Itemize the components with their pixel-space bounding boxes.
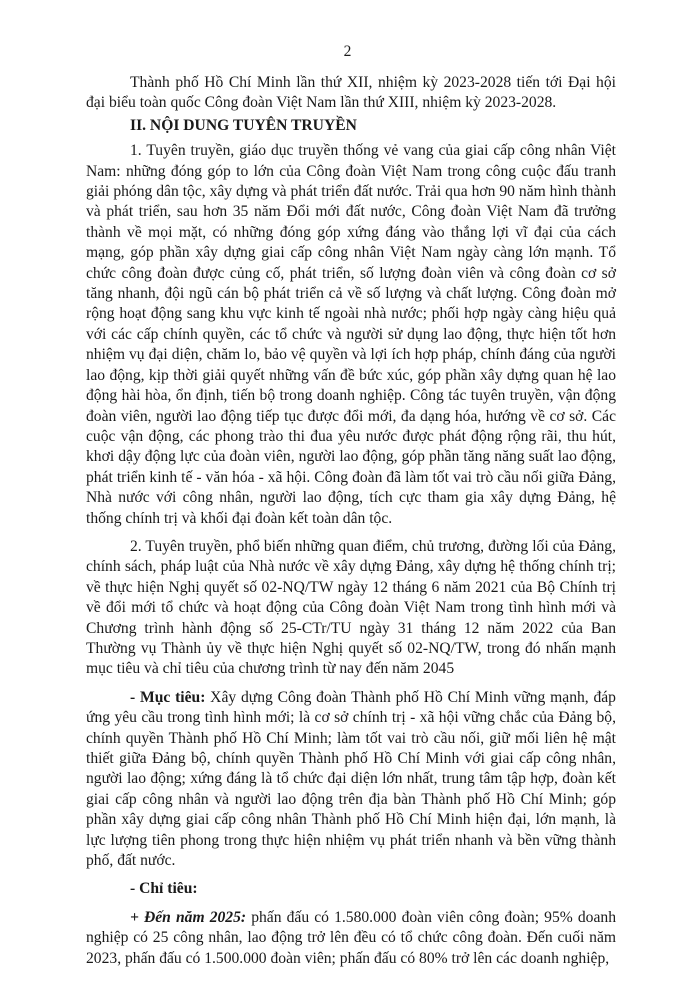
den-nam-label: + Đến năm 2025: [130, 908, 247, 926]
page-number: 2 [343, 43, 352, 60]
paragraph-1: 1. Tuyên truyền, giáo dục truyền thống vẻ vang của giai cấp công nhân Việt Nam: những đóng góp to lớn của Công đoàn Việt Nam trong công cuộc đấu tranh giải phóng dân tộc, xây dựng và phát triển đất nước. Trải qua hơn 90 năm hình thành và phát triển, sau hơn 35 năm Đổi mới đất nước, Công đoàn Việt Nam đã trưởng thành về mọi mặt, có những đóng góp xứng đáng vào thắng lợi vĩ đại của cách mạng, góp phần xây dựng giai cấp công nhân Việt Nam ngày càng lớn mạnh. Tổ chức công đoàn được củng cố, phát triển, số lượng đoàn viên và công đoàn cơ sở tăng nhanh, đội ngũ cán bộ phát triển cả về số lượng và chất lượng. Công đoàn mở rộng hoạt động sang khu vực kinh tế ngoài nhà nước; phối hợp ngày càng hiệu quả với các cấp chính quyền, các tổ chức và người sử dụng lao động, thực hiện tốt hơn nhiệm vụ đại diện, chăm lo, bảo vệ quyền và lợi ích hợp pháp, chính đáng của người lao động, kịp thời giải quyết những vấn đề bức xúc, góp phần xây dựng quan hệ lao động hài hòa, ổn định, tiến bộ trong doanh nghiệp. Công tác tuyên truyền, vận động đoàn viên, người lao động tiếp tục được đổi mới, đa dạng hóa, hướng về cơ sở. Các cuộc vận động, các phong trào thi đua yêu nước được phát động rộng rãi, thu hút, khơi dậy động lực của đoàn viên, người lao động, góp phần tăng năng suất lao động, phát triển kinh tế - văn hóa - xã hội. Công đoàn đã làm tốt vai trò cầu nối giữa Đảng, Nhà nước với công nhân, người lao động, tích cực tham gia xây dựng Đảng, hệ thống chính trị và khối đại đoàn kết toàn dân tộc. [86, 142, 616, 527]
muc-tieu-paragraph [86, 688, 616, 872]
document-body [86, 73, 616, 969]
muc-tieu-text: Xây dựng Công đoàn Thành phố Hồ Chí Minh vững mạnh, đáp ứng yêu cầu trong tình hình mới; là cơ sở chính trị - xã hội vững chắc của Đảng bộ, chính quyền Thành phố Hồ Chí Minh; làm tốt vai trò cầu nối, giữ mối liên hệ mật thiết giữa Đảng bộ, chính quyền Thành phố Hồ Chí Minh với giai cấp công nhân, người lao động; xứng đáng là tổ chức đại diện lớn nhất, trung tâm tập hợp, đoàn kết giai cấp công nhân và người lao động trên địa bàn Thành phố Hồ Chí Minh; góp phần xây dựng giai cấp công nhân Thành phố Hồ Chí Minh hiện đại, lớn mạnh, là lực lượng tiên phong trong thực hiện nhiệm vụ phát triển nhanh và bền vững thành phố, đất nước. [86, 688, 616, 870]
den-nam-text: phấn đấu có 1.580.000 đoàn viên công đoàn; 95% doanh nghiệp có 25 công nhân, lao động trở lên đều có tổ chức công đoàn. Đến cuối năm 2023, phấn đấu có 1.500.000 đoàn viên; phấn đấu có 80% trở lên các doanh nghiệp, [86, 908, 616, 967]
chi-tieu-heading [86, 879, 616, 899]
chi-tieu-label: - Chỉ tiêu: [130, 880, 198, 898]
muc-tieu-label: - Mục tiêu: [130, 688, 206, 706]
paragraph-2: 2. Tuyên truyền, phổ biến những quan điểm, chủ trương, đường lối của Đảng, chính sách, pháp luật của Nhà nước về xây dựng Đảng, xây dựng hệ thống chính trị; về thực hiện Nghị quyết số 02-NQ/TW ngày 12 tháng 6 năm 2021 của Bộ Chính trị về đổi mới tổ chức và hoạt động của Công đoàn Việt Nam trong tình hình mới và Chương trình hành động số 25-CTr/TU ngày 31 tháng 12 năm 2022 của Ban Thường vụ Thành ủy về thực hiện Nghị quyết số 02-NQ/TW, trong đó nhấn mạnh mục tiêu và chỉ tiêu của chương trình từ nay đến năm 2045 [86, 537, 616, 678]
den-nam-paragraph [86, 908, 616, 969]
section-heading: II. NỘI DUNG TUYÊN TRUYỀN [130, 116, 357, 134]
intro-paragraph: Thành phố Hồ Chí Minh lần thứ XII, nhiệm kỳ 2023-2028 tiến tới Đại hội đại biểu toàn quốc Công đoàn Việt Nam lần thứ XIII, nhiệm kỳ 2023-2028. [86, 74, 616, 112]
